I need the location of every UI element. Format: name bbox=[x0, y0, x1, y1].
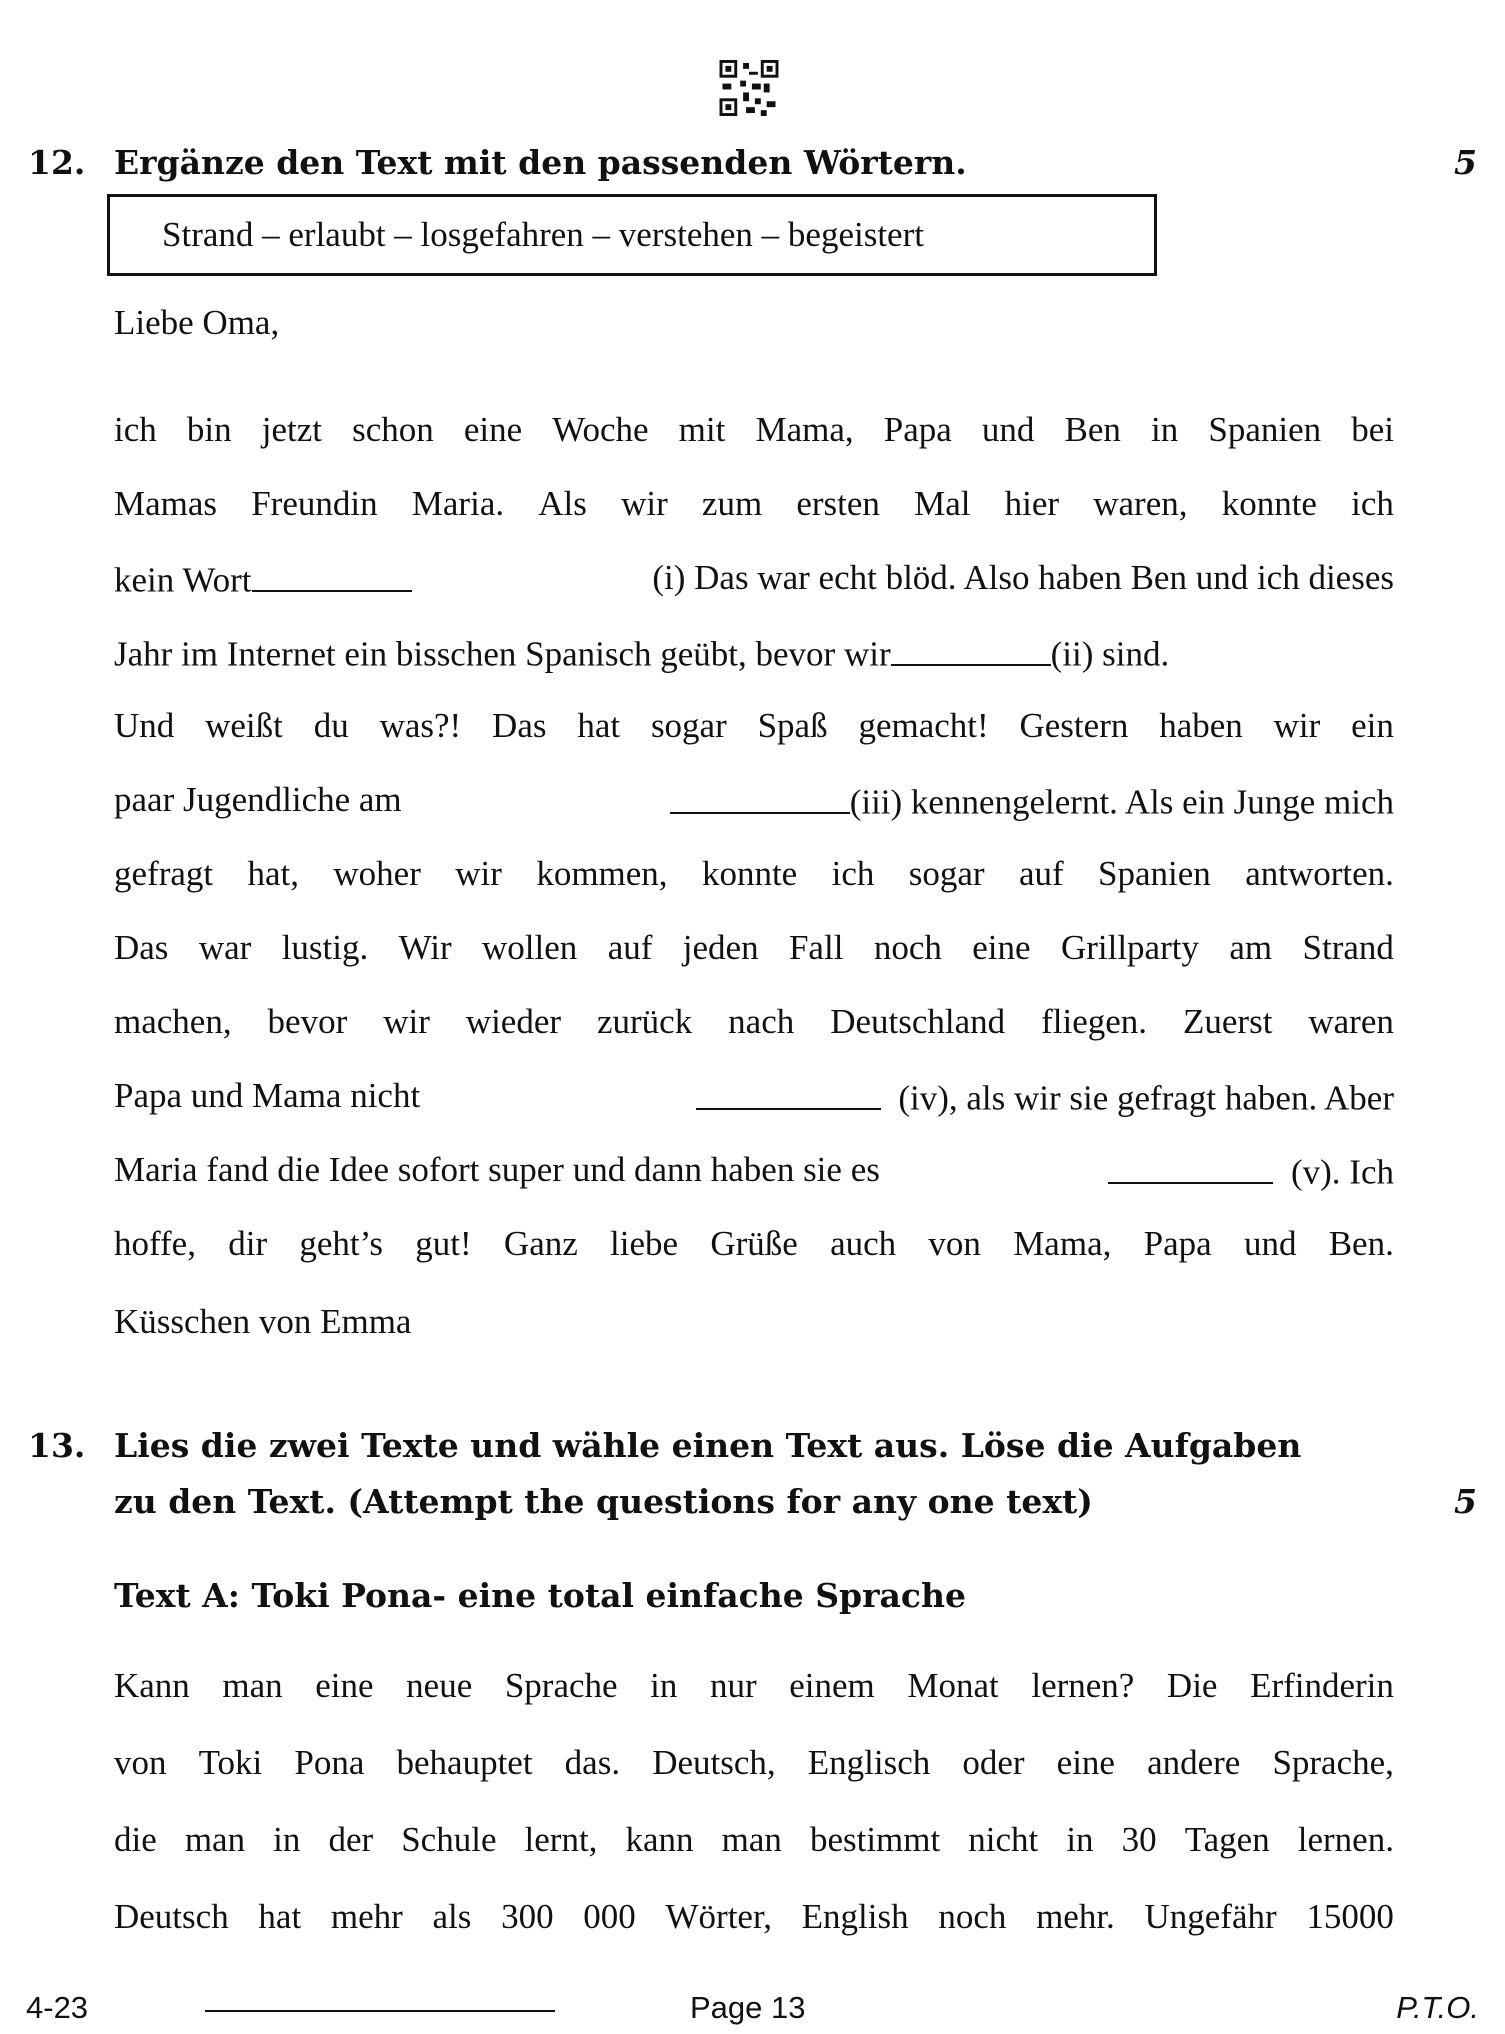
text-a-line: die man in der Schule lernt, kann man bestimmt nicht in 30 Tagen lernen. bbox=[114, 1820, 1394, 1859]
letter-salutation: Liebe Oma, bbox=[114, 303, 280, 342]
question-13-number: 13. bbox=[28, 1426, 86, 1465]
word-box bbox=[107, 194, 1157, 276]
letter-line: Maria fand die Idee sofort super und dann haben sie es (v). Ich bbox=[114, 1150, 1394, 1192]
letter-line: Jahr im Internet ein bisschen Spanisch geübt, bevor wir (ii) sind. bbox=[114, 632, 1394, 675]
question-12-marks: 5 bbox=[1454, 143, 1477, 182]
letter-line: paar Jugendliche am (iii) kennengelernt. Als ein Junge mich bbox=[114, 780, 1394, 822]
letter-line: hoffe, dir geht’s gut! Ganz liebe Grüße auch von Mama, Papa und Ben. bbox=[114, 1224, 1394, 1263]
text-a-line: Deutsch hat mehr als 300 000 Wörter, English noch mehr. Ungefähr 15000 bbox=[114, 1897, 1394, 1936]
paper-code: 4-23 bbox=[26, 1990, 89, 2025]
question-12-number: 12. bbox=[28, 143, 86, 182]
question-13-title-line2: zu den Text. (Attempt the questions for any one text) bbox=[114, 1482, 1093, 1521]
letter-line: Und weißt du was?! Das hat sogar Spaß gemacht! Gestern haben wir ein bbox=[114, 706, 1394, 745]
letter-line: kein Wort (i) Das war echt blöd. Also haben Ben und ich dieses bbox=[114, 558, 1394, 600]
pto-label: P.T.O. bbox=[1396, 1990, 1479, 2025]
letter-line: machen, bevor wir wieder zurück nach Deutschland fliegen. Zuerst waren bbox=[114, 1002, 1394, 1041]
letter-line: ich bin jetzt schon eine Woche mit Mama, Papa und Ben in Spanien bei bbox=[114, 410, 1394, 449]
text-a-line: von Toki Pona behauptet das. Deutsch, Englisch oder eine andere Sprache, bbox=[114, 1743, 1394, 1782]
question-13-marks: 5 bbox=[1454, 1482, 1477, 1521]
letter-line: Das war lustig. Wir wollen auf jeden Fall noch eine Grillparty am Strand bbox=[114, 928, 1394, 967]
question-12-title: Ergänze den Text mit den passenden Wörtern. bbox=[114, 143, 967, 182]
question-13-title-line1: Lies die zwei Texte und wähle einen Text aus. Löse die Aufgaben bbox=[114, 1426, 1302, 1465]
blank-ii[interactable] bbox=[891, 632, 1051, 666]
letter-closing: Küsschen von Emma bbox=[114, 1302, 412, 1341]
qr-code bbox=[719, 60, 779, 116]
blank-iii[interactable] bbox=[670, 780, 850, 814]
blank-i[interactable] bbox=[252, 558, 412, 592]
footer-divider bbox=[205, 2010, 555, 2012]
text-a-heading: Text A: Toki Pona- eine total einfache Sprache bbox=[114, 1576, 966, 1615]
page-footer bbox=[0, 1990, 1505, 2030]
word-box-text: Strand – erlaubt – losgefahren – verstehen – begeistert bbox=[162, 215, 924, 254]
text-a-line: Kann man eine neue Sprache in nur einem Monat lernen? Die Erfinderin bbox=[114, 1666, 1394, 1705]
page-number: Page 13 bbox=[690, 1990, 806, 2025]
letter-line: gefragt hat, woher wir kommen, konnte ich sogar auf Spanien antworten. bbox=[114, 854, 1394, 893]
blank-iv[interactable] bbox=[696, 1076, 881, 1110]
blank-v[interactable] bbox=[1108, 1150, 1273, 1184]
letter-line: Papa und Mama nicht (iv), als wir sie gefragt haben. Aber bbox=[114, 1076, 1394, 1118]
letter-line: Mamas Freundin Maria. Als wir zum ersten Mal hier waren, konnte ich bbox=[114, 484, 1394, 523]
